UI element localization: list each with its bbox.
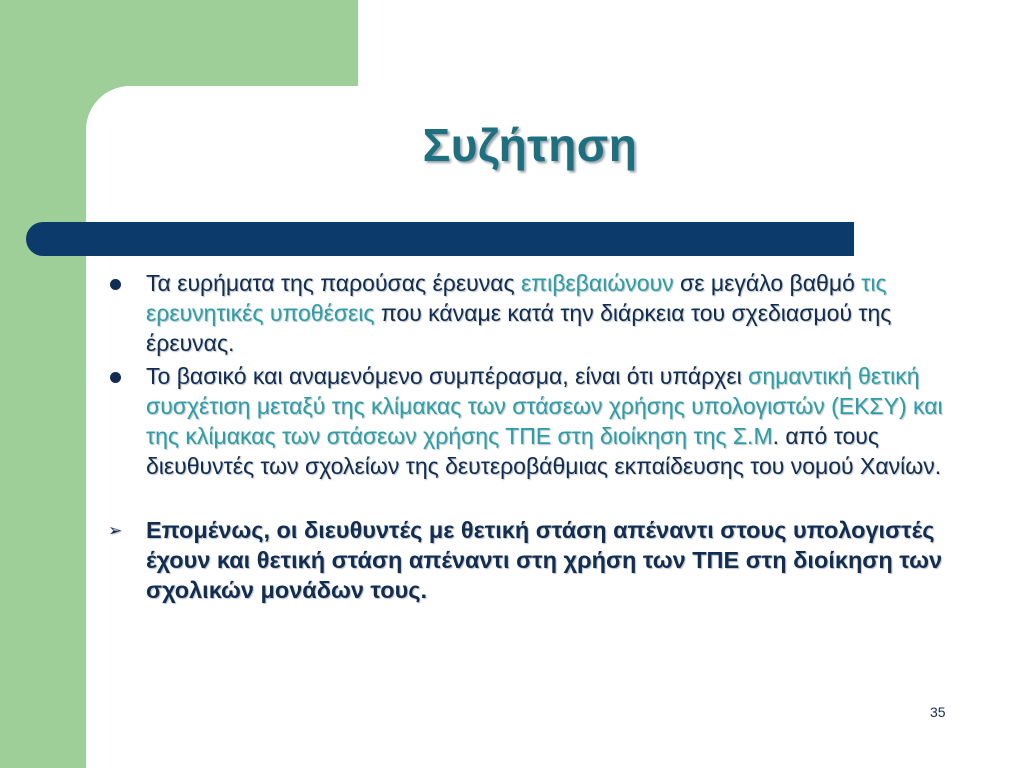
bullet-text: Το βασικό και αναμενόμενο συμπέρασμα, είναι ότι υπάρχει	[146, 363, 749, 389]
slide-body	[104, 268, 954, 605]
bullet-text: σε μεγάλο βαθμό	[673, 270, 862, 296]
highlighted-text: τις ερευνητικές υποθέσεις	[146, 270, 887, 326]
bullet-item	[104, 268, 954, 358]
bullet-dot-icon	[110, 279, 121, 290]
arrow-bullet-icon: ➢	[108, 521, 123, 540]
highlighted-text: επιβεβαιώνουν	[520, 270, 674, 296]
bullet-text: Τα ευρήματα της παρούσας έρευνας	[146, 270, 521, 296]
conclusion-text: Επομένως, οι διευθυντές με θετική στάση απέναντι στους υπολογιστές έχουν και θετική στάση απέναντι στη χρήση των ΤΠΕ στη διοίκηση των σχολικών μονάδων τους.	[146, 517, 943, 603]
title-underline-bar	[26, 222, 854, 256]
bullet-item	[104, 361, 954, 481]
highlighted-text: σημαντική θετική συσχέτιση μεταξύ της κλίμακας των στάσεων χρήσης υπολογιστών (ΕΚΣΥ) και της κλίμακας των στάσεων χρήσης ΤΠΕ στη διοίκηση της Σ.Μ	[146, 363, 943, 449]
bullet-text: . από τους διευθυντές των σχολείων της δευτεροβάθμιας εκπαίδευσης του νομού Χανίων.	[146, 423, 942, 479]
conclusion-item	[104, 515, 954, 605]
slide-title: Συζήτηση	[422, 119, 638, 171]
bullet-text: που κάναμε κατά την διάρκεια του σχεδιασμού της έρευνας.	[146, 300, 892, 356]
bullet-dot-icon	[110, 372, 121, 383]
page-number: 35	[930, 704, 946, 720]
